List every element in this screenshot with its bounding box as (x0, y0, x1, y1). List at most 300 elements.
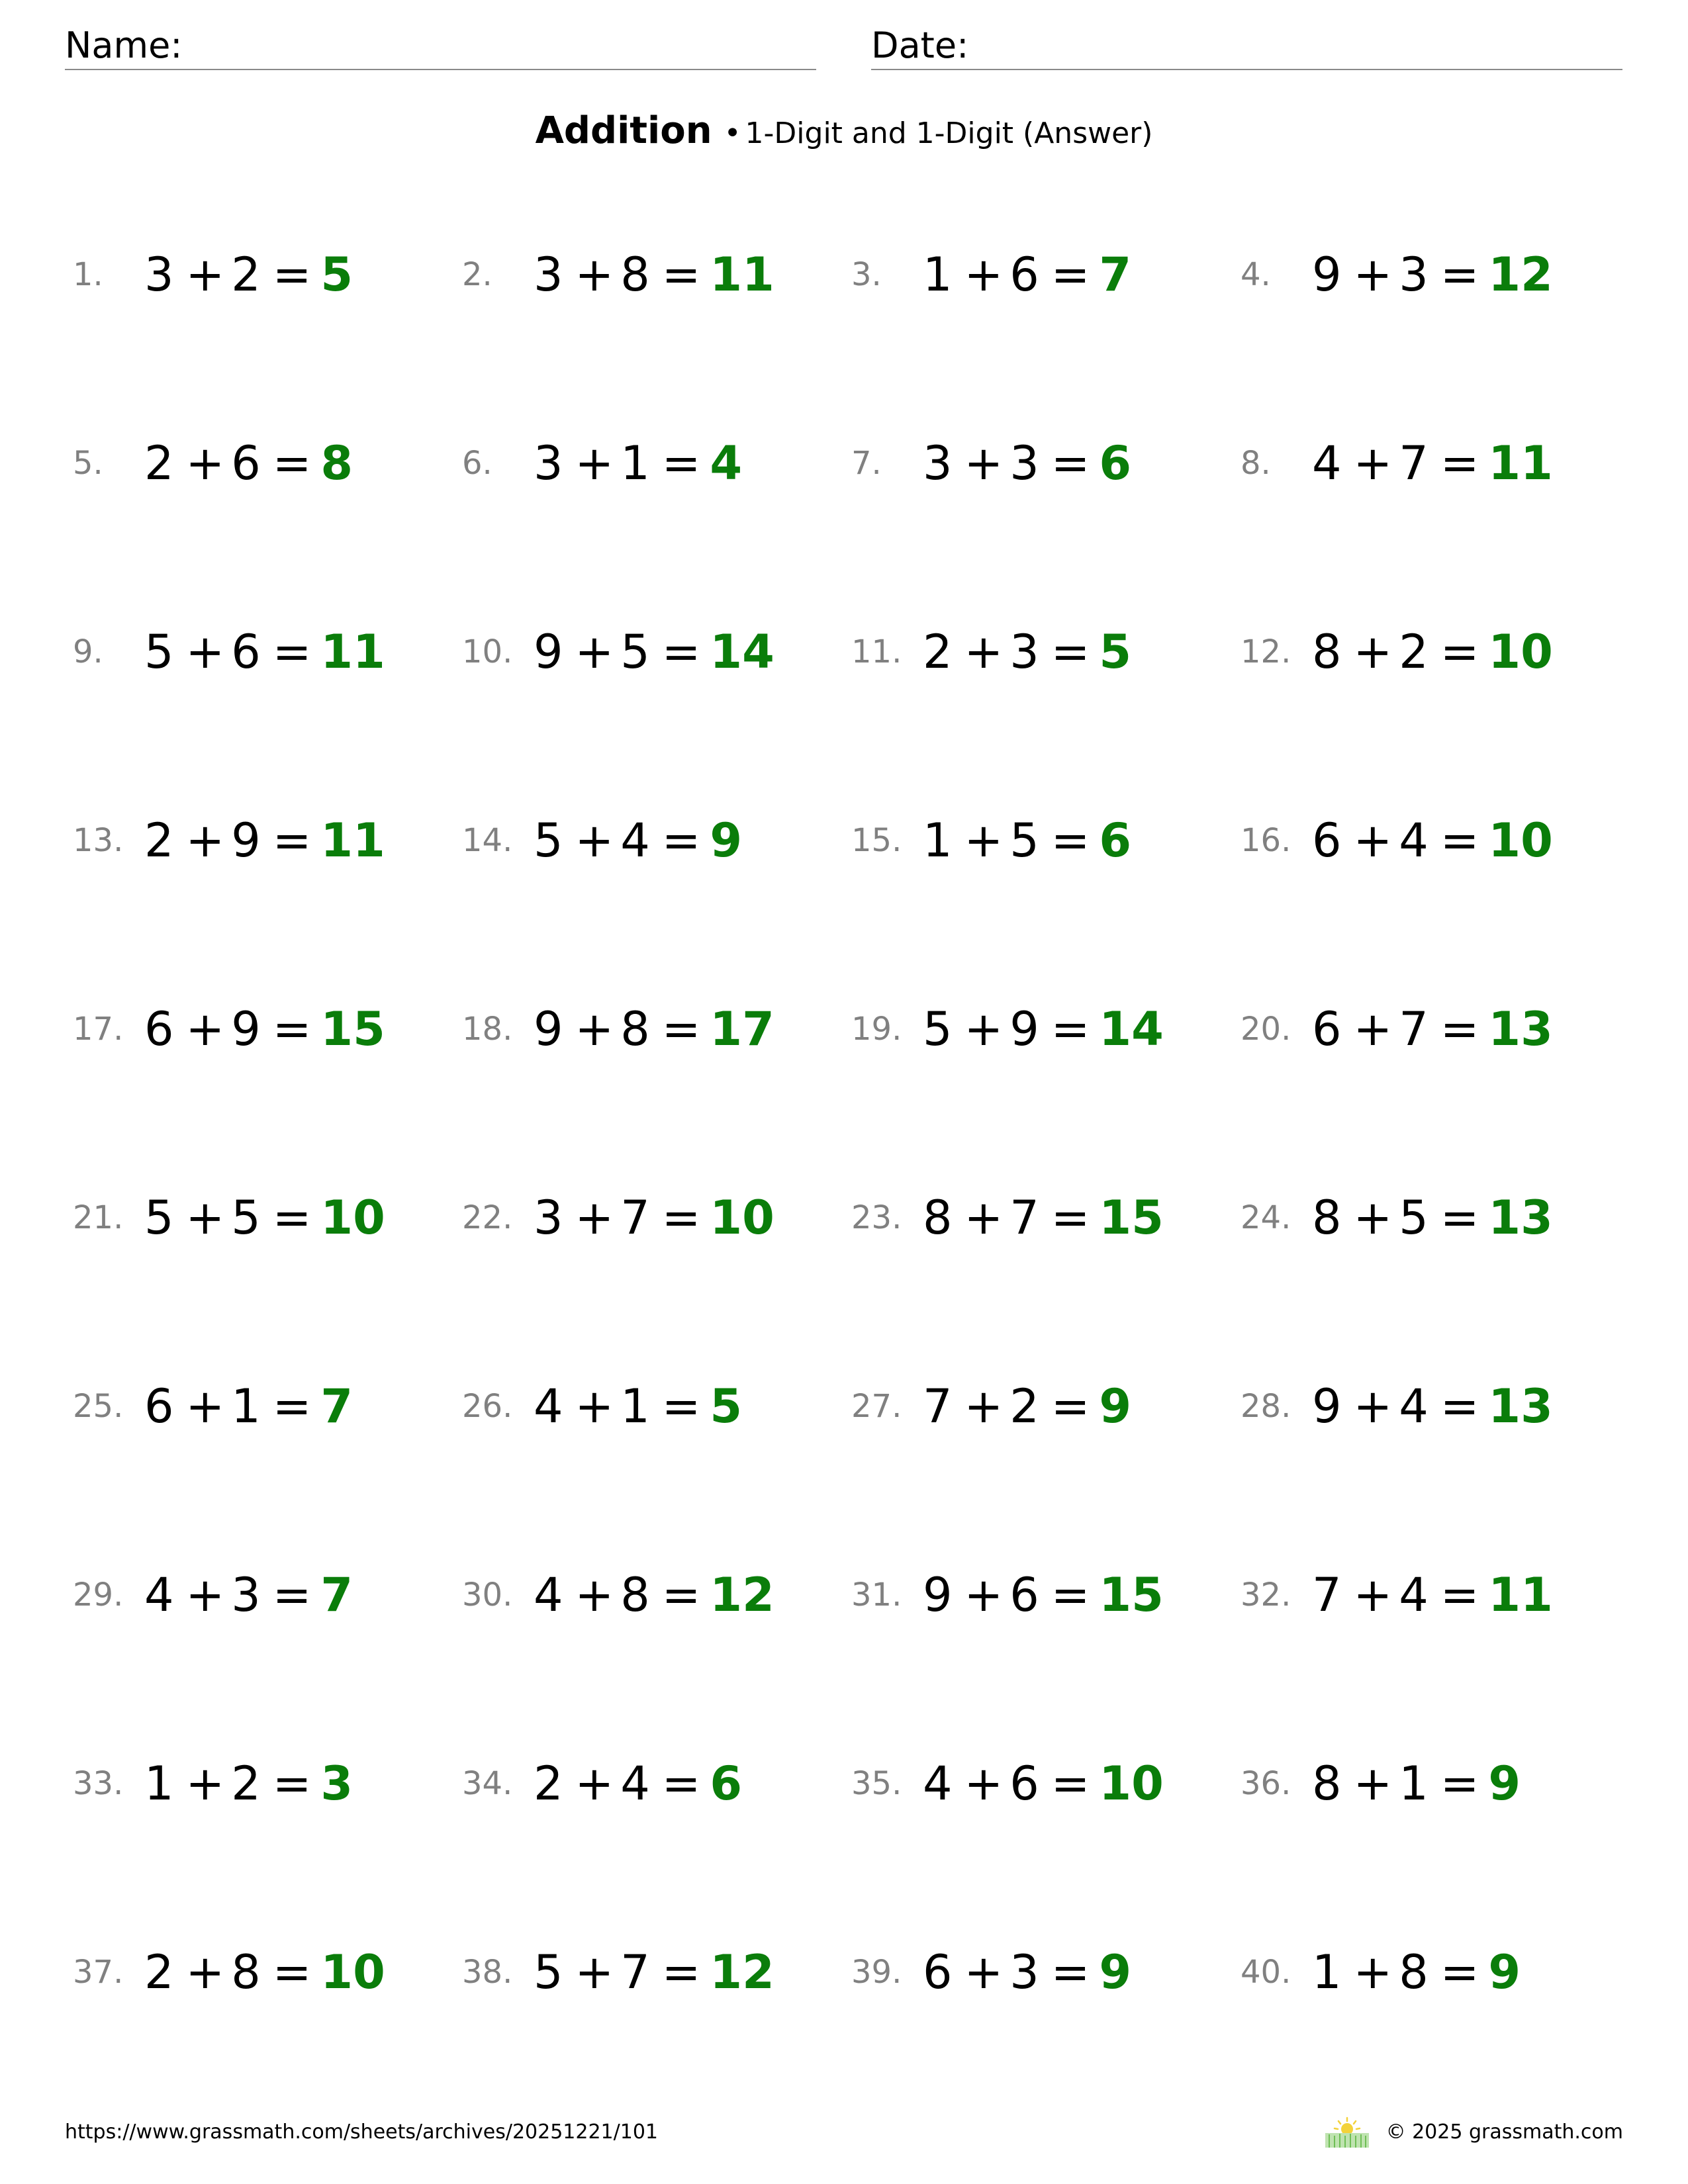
footer-url[interactable]: https://www.grassmath.com/sheets/archives/20251221/101 (65, 2120, 659, 2144)
operand-b: 2 (231, 1756, 261, 1811)
problem-expression (923, 1747, 1164, 1820)
equals-sign: = (272, 248, 312, 302)
equals-sign: = (1051, 248, 1090, 302)
operand-a: 5 (534, 813, 563, 868)
equals-sign: = (1440, 436, 1479, 490)
equals-sign: = (1051, 625, 1090, 679)
operand-b: 8 (620, 248, 650, 302)
plus-sign: + (1353, 625, 1393, 679)
answer: 11 (710, 248, 774, 302)
problem-number: 18. (462, 1011, 513, 1048)
problem-expression (1312, 804, 1553, 877)
problem-number: 17. (73, 1011, 124, 1048)
answer: 10 (320, 1945, 385, 1999)
problem-number: 7. (851, 445, 882, 482)
equals-sign: = (1440, 625, 1479, 679)
plus-sign: + (185, 248, 225, 302)
problem-item (1241, 1936, 1611, 2009)
problem-number: 13. (73, 822, 124, 859)
operand-b: 4 (1399, 813, 1429, 868)
problem-expression (534, 238, 774, 311)
plus-sign: + (964, 625, 1004, 679)
operand-a: 1 (923, 813, 953, 868)
operand-a: 9 (923, 1568, 953, 1622)
problem-number: 21. (73, 1199, 124, 1236)
equals-sign: = (1051, 436, 1090, 490)
plus-sign: + (575, 1756, 614, 1811)
plus-sign: + (575, 436, 614, 490)
answer: 17 (710, 1002, 774, 1056)
plus-sign: + (575, 1002, 614, 1056)
equals-sign: = (1440, 1002, 1479, 1056)
equals-sign: = (272, 1379, 312, 1433)
answer: 4 (710, 436, 743, 490)
plus-sign: + (185, 1945, 225, 1999)
operand-a: 3 (534, 248, 563, 302)
problem-number: 30. (462, 1576, 513, 1614)
problem-item (851, 804, 1222, 877)
answer: 12 (710, 1945, 774, 1999)
plus-sign: + (575, 813, 614, 868)
plus-sign: + (185, 1568, 225, 1622)
answer: 14 (1099, 1002, 1164, 1056)
operand-a: 2 (144, 813, 174, 868)
problem-expression (1312, 1181, 1553, 1254)
plus-sign: + (185, 1191, 225, 1245)
plus-sign: + (1353, 1191, 1393, 1245)
problem-expression (144, 238, 353, 311)
problem-number: 35. (851, 1765, 902, 1802)
equals-sign: = (1051, 1379, 1090, 1433)
operand-b: 1 (231, 1379, 261, 1433)
problem-expression (923, 993, 1164, 1066)
problem-item (851, 1181, 1222, 1254)
problem-expression (534, 1559, 774, 1631)
answer: 8 (320, 436, 353, 490)
problem-expression (144, 427, 353, 500)
problem-number: 12. (1241, 633, 1291, 670)
answer: 15 (1099, 1191, 1164, 1245)
equals-sign: = (1440, 1191, 1479, 1245)
equals-sign: = (661, 625, 701, 679)
problem-item (73, 1747, 444, 1820)
answer: 10 (710, 1191, 774, 1245)
problem-expression (1312, 1747, 1521, 1820)
equals-sign: = (272, 1945, 312, 1999)
answer: 11 (1488, 1568, 1553, 1622)
equals-sign: = (272, 1002, 312, 1056)
problem-number: 40. (1241, 1954, 1291, 1991)
problem-expression (534, 1936, 774, 2009)
problem-expression (923, 1936, 1131, 2009)
name-label: Name: (65, 24, 183, 66)
answer: 7 (320, 1568, 353, 1622)
equals-sign: = (1051, 1191, 1090, 1245)
footer-brand (1324, 2115, 1623, 2150)
problem-number: 33. (73, 1765, 124, 1802)
operand-a: 5 (534, 1945, 563, 1999)
operand-a: 5 (144, 1191, 174, 1245)
operand-a: 2 (534, 1756, 563, 1811)
problem-number: 9. (73, 633, 103, 670)
answer: 15 (320, 1002, 385, 1056)
problem-expression (923, 615, 1131, 688)
problem-item (462, 993, 833, 1066)
plus-sign: + (185, 436, 225, 490)
operand-b: 5 (620, 625, 650, 679)
operand-b: 7 (1399, 1002, 1429, 1056)
answer: 14 (710, 625, 774, 679)
problem-grid (0, 238, 1688, 2144)
problem-number: 31. (851, 1576, 902, 1614)
problem-number: 16. (1241, 822, 1291, 859)
problem-number: 38. (462, 1954, 513, 1991)
plus-sign: + (964, 1945, 1004, 1999)
plus-sign: + (1353, 436, 1393, 490)
operand-a: 4 (923, 1756, 953, 1811)
problem-item (73, 804, 444, 877)
operand-b: 1 (620, 436, 650, 490)
equals-sign: = (272, 1756, 312, 1811)
problem-item (462, 427, 833, 500)
problem-expression (923, 238, 1131, 311)
problem-number: 29. (73, 1576, 124, 1614)
equals-sign: = (661, 436, 701, 490)
operand-a: 8 (1312, 1756, 1342, 1811)
footer-copyright: © 2025 grassmath.com (1385, 2120, 1623, 2144)
operand-b: 9 (231, 813, 261, 868)
operand-a: 6 (144, 1002, 174, 1056)
problem-item (1241, 1370, 1611, 1443)
problem-number: 26. (462, 1388, 513, 1425)
equals-sign: = (661, 1002, 701, 1056)
operand-b: 3 (1399, 248, 1429, 302)
problem-number: 20. (1241, 1011, 1291, 1048)
problem-number: 25. (73, 1388, 124, 1425)
plus-sign: + (964, 1379, 1004, 1433)
problem-item (1241, 427, 1611, 500)
answer: 6 (1099, 813, 1132, 868)
operand-a: 5 (923, 1002, 953, 1056)
equals-sign: = (1051, 1002, 1090, 1056)
worksheet-title (0, 106, 1688, 165)
problem-expression (534, 1747, 742, 1820)
operand-a: 8 (923, 1191, 953, 1245)
plus-sign: + (185, 625, 225, 679)
problem-item (851, 993, 1222, 1066)
problem-number: 36. (1241, 1765, 1291, 1802)
problem-item (851, 1559, 1222, 1631)
operand-a: 2 (144, 436, 174, 490)
operand-a: 6 (1312, 813, 1342, 868)
answer: 6 (1099, 436, 1132, 490)
operand-b: 4 (620, 1756, 650, 1811)
operand-a: 4 (534, 1379, 563, 1433)
problem-item (851, 615, 1222, 688)
problem-number: 5. (73, 445, 103, 482)
operand-b: 4 (620, 813, 650, 868)
grass-sun-logo-icon (1324, 2116, 1370, 2149)
equals-sign: = (272, 625, 312, 679)
problem-number: 11. (851, 633, 902, 670)
plus-sign: + (964, 248, 1004, 302)
equals-sign: = (1440, 1568, 1479, 1622)
operand-b: 2 (231, 248, 261, 302)
name-field[interactable] (65, 23, 816, 70)
operand-b: 8 (620, 1568, 650, 1622)
operand-b: 3 (231, 1568, 261, 1622)
operand-b: 6 (231, 436, 261, 490)
operand-b: 5 (1399, 1191, 1429, 1245)
problem-number: 24. (1241, 1199, 1291, 1236)
operand-b: 1 (1399, 1756, 1429, 1811)
problem-item (73, 427, 444, 500)
problem-expression (144, 1936, 385, 2009)
operand-a: 6 (923, 1945, 953, 1999)
problem-item (462, 1747, 833, 1820)
problem-item (73, 1936, 444, 2009)
plus-sign: + (575, 1191, 614, 1245)
operand-a: 1 (144, 1756, 174, 1811)
problem-expression (534, 804, 742, 877)
problem-item (851, 1747, 1222, 1820)
problem-item (462, 238, 833, 311)
operand-a: 9 (534, 625, 563, 679)
plus-sign: + (964, 1002, 1004, 1056)
plus-sign: + (575, 625, 614, 679)
problem-expression (923, 1370, 1131, 1443)
problem-expression (1312, 615, 1553, 688)
answer: 6 (710, 1756, 743, 1811)
problem-number: 37. (73, 1954, 124, 1991)
answer: 5 (710, 1379, 743, 1433)
plus-sign: + (964, 436, 1004, 490)
plus-sign: + (1353, 1945, 1393, 1999)
operand-b: 8 (231, 1945, 261, 1999)
operand-b: 3 (1009, 436, 1039, 490)
problem-expression (923, 804, 1131, 877)
answer: 9 (1488, 1945, 1521, 1999)
problem-item (73, 1559, 444, 1631)
answer: 13 (1488, 1379, 1553, 1433)
operand-a: 9 (534, 1002, 563, 1056)
problem-item (73, 615, 444, 688)
problem-expression (534, 427, 742, 500)
operand-b: 7 (1009, 1191, 1039, 1245)
problem-item (73, 993, 444, 1066)
plus-sign: + (1353, 248, 1393, 302)
problem-number: 27. (851, 1388, 902, 1425)
operand-b: 3 (1009, 1945, 1039, 1999)
operand-b: 7 (620, 1945, 650, 1999)
answer: 9 (1099, 1379, 1132, 1433)
equals-sign: = (661, 248, 701, 302)
answer: 10 (1488, 625, 1553, 679)
equals-sign: = (661, 1756, 701, 1811)
problem-expression (1312, 993, 1553, 1066)
problem-item (851, 427, 1222, 500)
title-bullet: • (724, 116, 741, 150)
problem-expression (923, 1181, 1164, 1254)
answer: 3 (320, 1756, 353, 1811)
problem-expression (923, 427, 1131, 500)
answer: 10 (320, 1191, 385, 1245)
problem-expression (1312, 427, 1553, 500)
problem-item (1241, 1559, 1611, 1631)
problem-item (73, 1370, 444, 1443)
operand-b: 4 (1399, 1568, 1429, 1622)
operand-b: 2 (1399, 625, 1429, 679)
operand-b: 4 (1399, 1379, 1429, 1433)
problem-item (1241, 238, 1611, 311)
problem-item (1241, 804, 1611, 877)
problem-expression (1312, 1936, 1521, 2009)
plus-sign: + (1353, 1002, 1393, 1056)
problem-expression (534, 993, 774, 1066)
problem-expression (1312, 1370, 1553, 1443)
operand-b: 2 (1009, 1379, 1039, 1433)
problem-number: 19. (851, 1011, 902, 1048)
equals-sign: = (1051, 1568, 1090, 1622)
problem-expression (1312, 238, 1553, 311)
operand-a: 1 (1312, 1945, 1342, 1999)
problem-expression (144, 615, 385, 688)
problem-expression (144, 804, 385, 877)
operand-a: 4 (534, 1568, 563, 1622)
answer: 7 (320, 1379, 353, 1433)
operand-b: 7 (620, 1191, 650, 1245)
answer: 10 (1099, 1756, 1164, 1811)
operand-b: 5 (231, 1191, 261, 1245)
equals-sign: = (272, 1568, 312, 1622)
problem-item (1241, 1181, 1611, 1254)
operand-a: 9 (1312, 248, 1342, 302)
plus-sign: + (185, 1379, 225, 1433)
operand-b: 6 (231, 625, 261, 679)
answer: 15 (1099, 1568, 1164, 1622)
problem-expression (923, 1559, 1164, 1631)
plus-sign: + (1353, 1379, 1393, 1433)
problem-item (462, 1181, 833, 1254)
operand-b: 9 (231, 1002, 261, 1056)
plus-sign: + (1353, 813, 1393, 868)
operand-a: 8 (1312, 1191, 1342, 1245)
operand-b: 8 (1399, 1945, 1429, 1999)
problem-item (1241, 993, 1611, 1066)
operand-a: 2 (144, 1945, 174, 1999)
answer: 13 (1488, 1002, 1553, 1056)
problem-item (462, 1370, 833, 1443)
plus-sign: + (964, 1568, 1004, 1622)
equals-sign: = (1440, 248, 1479, 302)
equals-sign: = (661, 1568, 701, 1622)
operand-a: 1 (923, 248, 953, 302)
answer: 5 (1099, 625, 1132, 679)
answer: 7 (1099, 248, 1132, 302)
equals-sign: = (272, 436, 312, 490)
problem-number: 39. (851, 1954, 902, 1991)
problem-item (1241, 615, 1611, 688)
operand-b: 7 (1399, 436, 1429, 490)
problem-expression (534, 615, 774, 688)
problem-expression (144, 1181, 385, 1254)
operand-b: 3 (1009, 625, 1039, 679)
problem-number: 3. (851, 256, 882, 293)
plus-sign: + (185, 1002, 225, 1056)
answer: 11 (320, 813, 385, 868)
problem-item (851, 1936, 1222, 2009)
plus-sign: + (185, 813, 225, 868)
answer: 5 (320, 248, 353, 302)
problem-item (73, 1181, 444, 1254)
operand-a: 4 (144, 1568, 174, 1622)
equals-sign: = (1440, 1379, 1479, 1433)
answer: 11 (1488, 436, 1553, 490)
equals-sign: = (1440, 1945, 1479, 1999)
answer: 12 (710, 1568, 774, 1622)
problem-number: 15. (851, 822, 902, 859)
problem-item (462, 804, 833, 877)
problem-expression (144, 993, 385, 1066)
operand-a: 3 (144, 248, 174, 302)
problem-item (462, 615, 833, 688)
equals-sign: = (1440, 813, 1479, 868)
operand-b: 9 (1009, 1002, 1039, 1056)
answer: 10 (1488, 813, 1553, 868)
operand-a: 8 (1312, 625, 1342, 679)
problem-expression (1312, 1559, 1553, 1631)
operand-a: 9 (1312, 1379, 1342, 1433)
operand-a: 6 (144, 1379, 174, 1433)
operand-a: 7 (923, 1379, 953, 1433)
problem-expression (144, 1370, 353, 1443)
equals-sign: = (272, 813, 312, 868)
problem-number: 8. (1241, 445, 1271, 482)
title-subtitle: 1-Digit and 1-Digit (Answer) (745, 116, 1153, 150)
equals-sign: = (661, 1379, 701, 1433)
title-main: Addition (535, 109, 712, 152)
operand-a: 3 (534, 436, 563, 490)
equals-sign: = (1051, 1945, 1090, 1999)
plus-sign: + (575, 248, 614, 302)
plus-sign: + (1353, 1756, 1393, 1811)
problem-expression (144, 1747, 353, 1820)
equals-sign: = (1051, 1756, 1090, 1811)
equals-sign: = (661, 1945, 701, 1999)
problem-item (851, 238, 1222, 311)
plus-sign: + (575, 1568, 614, 1622)
problem-expression (144, 1559, 353, 1631)
answer: 9 (710, 813, 743, 868)
problem-item (851, 1370, 1222, 1443)
operand-a: 3 (923, 436, 953, 490)
problem-number: 34. (462, 1765, 513, 1802)
problem-number: 32. (1241, 1576, 1291, 1614)
problem-number: 14. (462, 822, 513, 859)
problem-number: 23. (851, 1199, 902, 1236)
equals-sign: = (1440, 1756, 1479, 1811)
problem-expression (534, 1181, 774, 1254)
operand-a: 5 (144, 625, 174, 679)
operand-b: 6 (1009, 248, 1039, 302)
plus-sign: + (964, 813, 1004, 868)
equals-sign: = (272, 1191, 312, 1245)
operand-a: 4 (1312, 436, 1342, 490)
operand-b: 5 (1009, 813, 1039, 868)
date-field[interactable] (871, 23, 1622, 70)
answer: 11 (320, 625, 385, 679)
operand-a: 3 (534, 1191, 563, 1245)
